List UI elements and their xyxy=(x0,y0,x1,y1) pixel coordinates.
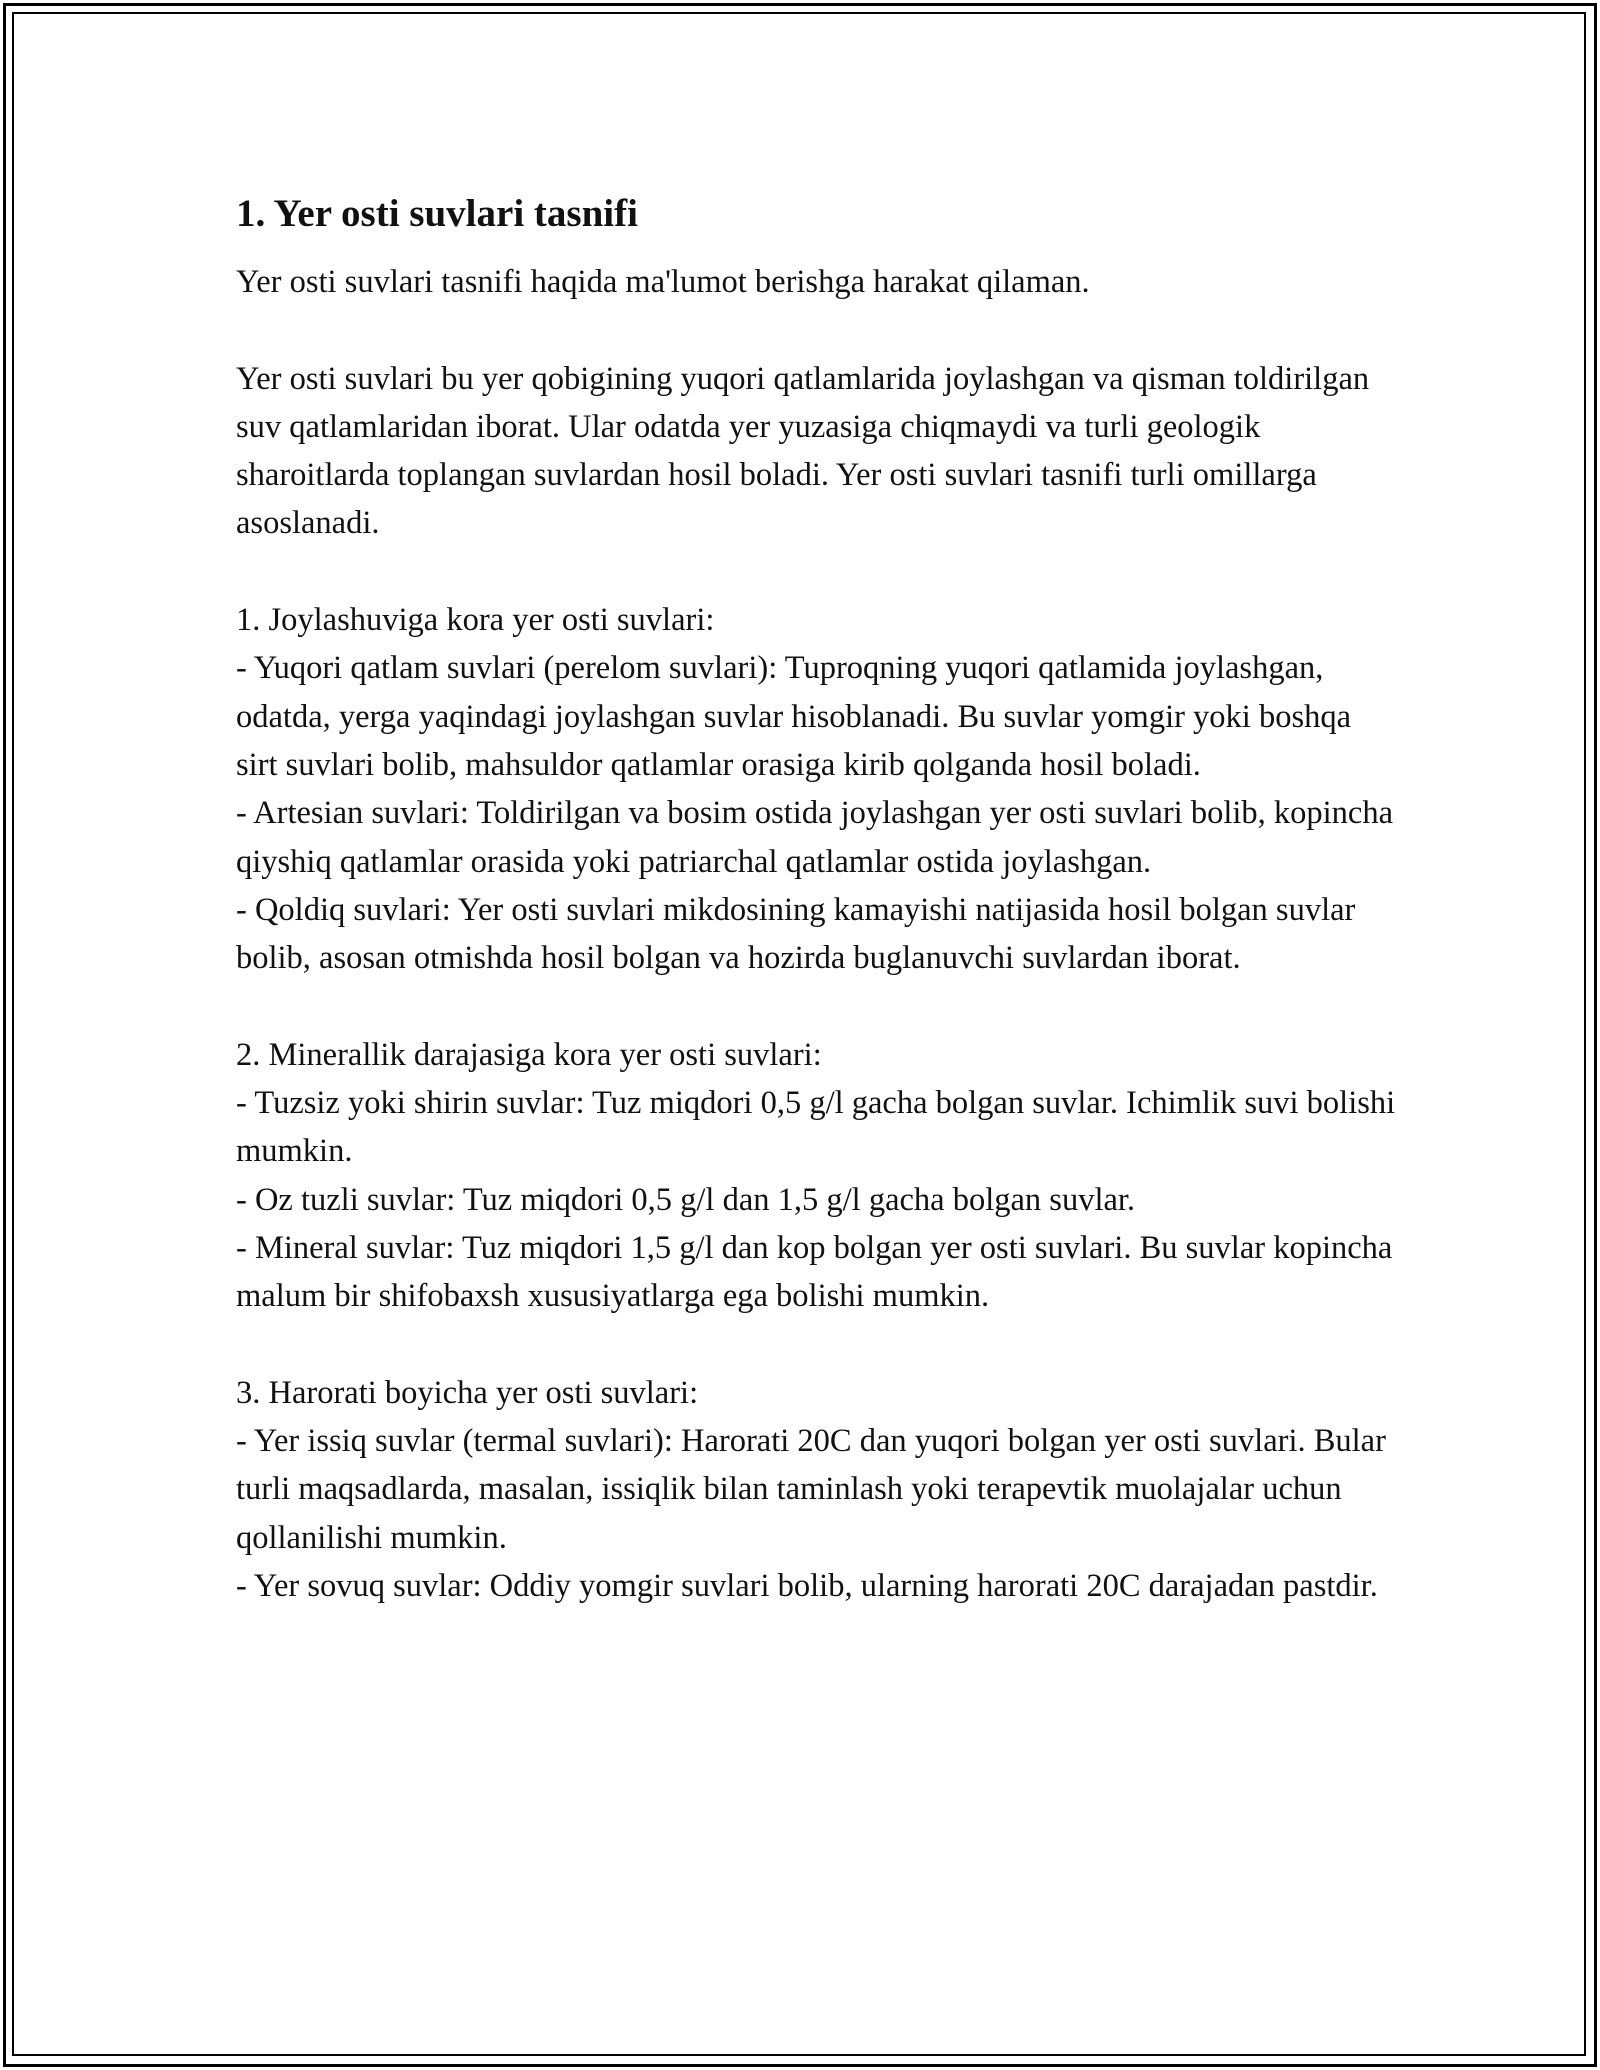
definition-paragraph: Yer osti suvlari bu yer qobigining yuqori qatlamlarida joylashgan va qisman toldirilgan suv qatlamlaridan iborat. Ular odatda yer yuzasiga chiqmaydi va turli geologik sharoitlarda toplangan suvlardan hosil boladi. Yer osti suvlari tasnifi turli omillarga asoslanadi. xyxy=(236,360,1370,542)
section-item: - Qoldiq suvlari: Yer osti suvlari mikdosining kamayishi natijasida hosil bolgan suvlar bolib, asosan otmishda hosil bolgan va hozirda buglanuvchi suvlardan iborat. xyxy=(236,891,1356,977)
section-item: - Yer issiq suvlar (termal suvlari): Harorati 20C dan yuqori bolgan yer osti suvlari. Bular turli maqsadlarda, masalan, issiqlik bilan taminlash yoki terapevtik muolajalar uchun qollanilishi mumkin. xyxy=(236,1423,1386,1556)
section-item: - Yuqori qatlam suvlari (perelom suvlari): Tuproqning yuqori qatlamida joylashgan, odatda, yerga yaqindagi joylashgan suvlar hisoblanadi. Bu suvlar yomgir yoki boshqa sirt suvlari bolib, mahsuldor qatlamlar orasiga kirib qolganda hosil boladi. xyxy=(236,650,1352,783)
section-item: - Mineral suvlar: Tuz miqdori 1,5 g/l dan kop bolgan yer osti suvlari. Bu suvlar kopincha malum bir shifobaxsh xususiyatlarga ega bolishi mumkin. xyxy=(236,1229,1393,1315)
section-location xyxy=(236,596,1396,982)
document-title: 1. Yer osti suvlari tasnifi xyxy=(236,192,638,235)
section-item: - Oz tuzli suvlar: Tuz miqdori 0,5 g/l dan 1,5 g/l gacha bolgan suvlar. xyxy=(236,1181,1136,1218)
paragraph-gap xyxy=(236,1321,1396,1369)
section-mineral xyxy=(236,1031,1396,1321)
intro-paragraph: Yer osti suvlari tasnifi haqida ma'lumot berishga harakat qilaman. xyxy=(236,264,1090,300)
section-temperature xyxy=(236,1369,1396,1610)
document-body xyxy=(236,190,1396,1610)
paragraph-gap xyxy=(236,306,1396,354)
section-item: - Artesian suvlari: Toldirilgan va bosim ostida joylashgan yer osti suvlari bolib, kopincha qiyshiq qatlamlar orasida yoki patriarchal qatlamlar ostida joylashgan. xyxy=(236,795,1394,880)
section-item: - Yer sovuq suvlar: Oddiy yomgir suvlari bolib, ularning harorati 20C darajadan pastdir. xyxy=(236,1568,1378,1605)
section-heading: 3. Harorati boyicha yer osti suvlari: xyxy=(236,1374,699,1411)
paragraph-gap xyxy=(236,548,1396,596)
section-item: - Tuzsiz yoki shirin suvlar: Tuz miqdori 0,5 g/l gacha bolgan suvlar. Ichimlik suvi bolishi mumkin. xyxy=(236,1085,1396,1170)
section-heading: 2. Minerallik darajasiga kora yer osti suvlari: xyxy=(236,1036,822,1073)
paragraph-gap xyxy=(236,982,1396,1030)
section-heading: 1. Joylashuviga kora yer osti suvlari: xyxy=(236,602,715,639)
